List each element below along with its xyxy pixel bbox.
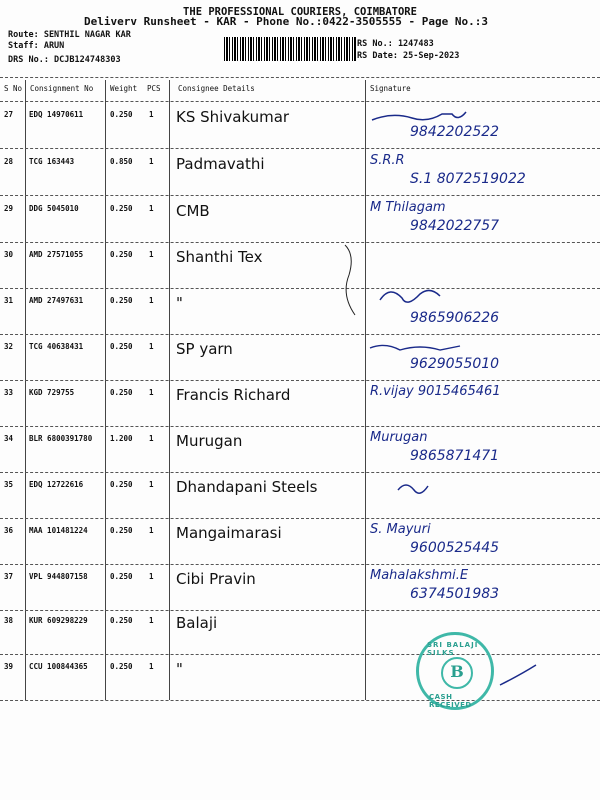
row-pcs: 1 [149, 434, 154, 443]
row-sno: 33 [4, 388, 14, 397]
col-sno: S No [4, 84, 23, 93]
row-consignment: KGD 729755 [29, 388, 75, 397]
row-weight: 0.250 [110, 480, 133, 489]
row-signature-name: R.vijay 9015465461 [370, 384, 501, 399]
row-sno: 35 [4, 480, 14, 489]
row-pcs: 1 [149, 342, 154, 351]
row-consignment: BLR 6800391780 [29, 434, 93, 443]
row-signature-phone: 9629055010 [410, 356, 500, 372]
row-consignment: AMD 27497631 [29, 296, 84, 305]
row-consignment: AMD 27571055 [29, 250, 84, 259]
row-consignment: EDQ 14970611 [29, 110, 84, 119]
row-signature-name: S.R.R [370, 153, 405, 168]
row-sno: 31 [4, 296, 14, 305]
row-consignment: CCU 100844365 [29, 662, 88, 671]
row-weight: 0.250 [110, 110, 133, 119]
row-consignment: TCG 40638431 [29, 342, 84, 351]
row-consignee: CMB [176, 202, 210, 220]
row-consignee: KS Shivakumar [176, 108, 290, 126]
rs-number: RS No.: 1247483 [357, 39, 434, 49]
row-sno: 28 [4, 157, 14, 166]
runsheet-subtitle: Deliverv Runsheet - KAR - Phone No.:0422-3505555 - Page No.:3 [84, 15, 488, 28]
row-consignee: Francis Richard [176, 386, 291, 404]
row-pcs: 1 [149, 157, 154, 166]
row-pcs: 1 [149, 480, 154, 489]
col-weight: Weight [110, 84, 138, 93]
row-sno: 29 [4, 204, 14, 213]
row-pcs: 1 [149, 662, 154, 671]
row-sno: 36 [4, 526, 14, 535]
signature-scribble-35 [398, 485, 428, 493]
row-signature-phone: 9842022757 [410, 218, 500, 234]
row-pcs: 1 [149, 616, 154, 625]
row-consignment: MAA 101481224 [29, 526, 88, 535]
row-consignment: EDQ 12722616 [29, 480, 84, 489]
bracket-mark [345, 245, 355, 315]
row-signature-name: M Thilagam [370, 200, 446, 215]
col-consignee: Consignee Details [178, 84, 255, 93]
row-signature-phone: 9865871471 [410, 448, 500, 464]
row-weight: 1.200 [110, 434, 133, 443]
stamp-center: B [441, 657, 473, 689]
row-sno: 39 [4, 662, 14, 671]
row-weight: 0.250 [110, 572, 133, 581]
row-weight: 0.250 [110, 388, 133, 397]
row-sno: 37 [4, 572, 14, 581]
rs-date: RS Date: 25-Sep-2023 [357, 51, 460, 61]
row-consignee: Mangaimarasi [176, 524, 282, 542]
row-consignee: " [176, 660, 183, 678]
staff-label: Staff: ARUN [8, 41, 65, 51]
row-consignment: VPL 944807158 [29, 572, 88, 581]
row-pcs: 1 [149, 204, 154, 213]
row-consignee: Cibi Pravin [176, 570, 256, 588]
row-weight: 0.850 [110, 157, 133, 166]
row-signature-phone: 9865906226 [410, 310, 500, 326]
row-sno: 34 [4, 434, 14, 443]
signature-scribble-38 [500, 665, 536, 685]
stamp-bottom-text: CASH RECEIVED [429, 693, 472, 709]
row-pcs: 1 [149, 296, 154, 305]
row-consignee: Shanthi Tex [176, 248, 263, 266]
signature-scribble-27 [372, 112, 466, 120]
row-weight: 0.250 [110, 616, 133, 625]
row-consignee: Murugan [176, 432, 243, 450]
row-consignee: SP yarn [176, 340, 233, 358]
row-consignee: Balaji [176, 614, 218, 632]
row-consignment: DDG 5045010 [29, 204, 79, 213]
signature-scribble-32 [370, 345, 460, 350]
route-label: Route: SENTHIL NAGAR KAR [8, 30, 131, 40]
stamp-top-text: SRI BALAJI SILKS [427, 641, 479, 657]
row-consignee: Dhandapani Steels [176, 478, 318, 496]
row-signature-name: Mahalakshmi.E [370, 568, 469, 583]
row-pcs: 1 [149, 388, 154, 397]
row-signature-phone: S.1 8072519022 [410, 171, 526, 187]
row-pcs: 1 [149, 526, 154, 535]
row-consignee: " [176, 294, 183, 312]
row-weight: 0.250 [110, 204, 133, 213]
row-sno: 30 [4, 250, 14, 259]
row-signature-name: S. Mayuri [370, 522, 431, 537]
row-consignment: TCG 163443 [29, 157, 75, 166]
row-pcs: 1 [149, 110, 154, 119]
row-signature-name: Murugan [370, 430, 428, 445]
row-weight: 0.250 [110, 296, 133, 305]
row-weight: 0.250 [110, 342, 133, 351]
col-pcs: PCS [147, 84, 161, 93]
col-consignment: Consignment No [30, 84, 94, 93]
row-pcs: 1 [149, 572, 154, 581]
row-sno: 32 [4, 342, 14, 351]
row-consignee: Padmavathi [176, 155, 265, 173]
company-title: THE PROFESSIONAL COURIERS, COIMBATORE [183, 6, 417, 18]
row-signature-phone: 9600525445 [410, 540, 500, 556]
row-weight: 0.250 [110, 662, 133, 671]
row-weight: 0.250 [110, 250, 133, 259]
col-signature: Signature [370, 84, 411, 93]
row-signature-phone: 9842202522 [410, 124, 500, 140]
row-sno: 27 [4, 110, 14, 119]
row-pcs: 1 [149, 250, 154, 259]
row-weight: 0.250 [110, 526, 133, 535]
signature-scribble-31 [380, 290, 440, 302]
drs-number: DRS No.: DCJB124748303 [8, 55, 121, 65]
row-signature-phone: 6374501983 [410, 586, 500, 602]
row-sno: 38 [4, 616, 14, 625]
row-consignment: KUR 609298229 [29, 616, 88, 625]
